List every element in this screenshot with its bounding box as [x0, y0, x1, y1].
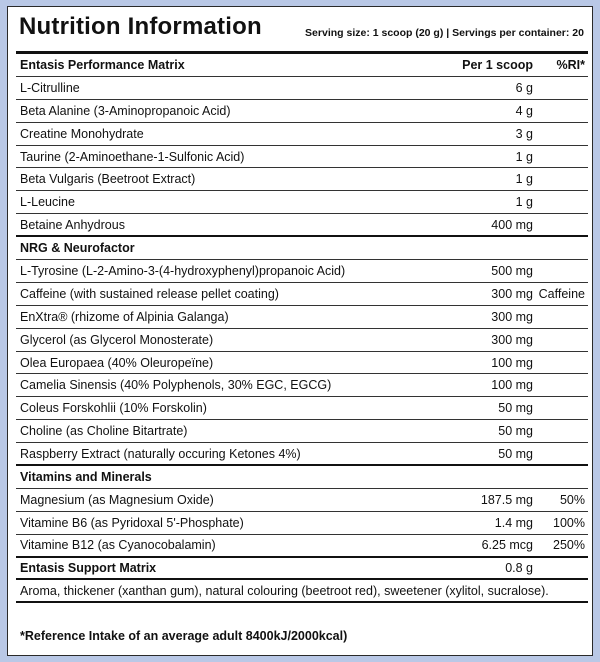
ingredient-amount: 1 g — [515, 149, 533, 164]
table-row — [16, 512, 588, 535]
ingredient-ri: 250% — [553, 538, 585, 553]
table-row — [16, 191, 588, 214]
section-title: Entasis Support Matrix — [20, 561, 157, 576]
ingredient-name: Choline (as Choline Bitartrate) — [20, 424, 188, 439]
support-matrix-amount: 0.8 g — [505, 561, 533, 576]
ingredient-name: Vitamine B6 (as Pyridoxal 5'-Phosphate) — [20, 515, 244, 530]
ingredient-amount: 1 g — [515, 195, 533, 210]
section-title: Vitamins and Minerals — [20, 469, 152, 484]
ingredient-amount: 1.4 mg — [494, 515, 533, 530]
table-row — [16, 77, 588, 100]
nutrition-table — [16, 51, 588, 603]
column-header-per-scoop: Per 1 scoop — [462, 57, 533, 72]
ingredient-amount: 300 mg — [491, 286, 533, 301]
table-row — [16, 443, 588, 466]
ingredient-amount: 50 mg — [498, 446, 533, 461]
ingredient-name: EnXtra® (rhizome of Alpinia Galanga) — [20, 309, 229, 324]
ingredient-name: Coleus Forskohlii (10% Forskolin) — [20, 401, 207, 416]
ingredient-name: L-Tyrosine (L-2-Amino-3-(4-hydroxyphenyl)propanoic Acid) — [20, 263, 346, 278]
ingredient-name: Camelia Sinensis (40% Polyphenols, 30% EGC, EGCG) — [20, 378, 332, 393]
ingredient-name: Magnesium (as Magnesium Oxide) — [20, 492, 214, 507]
ingredient-amount: 50 mg — [498, 424, 533, 439]
section-header-performance — [16, 54, 588, 77]
ingredient-amount: 300 mg — [491, 332, 533, 347]
table-row — [16, 489, 588, 512]
ingredient-name: Raspberry Extract (naturally occuring Ketones 4%) — [20, 446, 301, 461]
section-header-vitamins — [16, 466, 588, 489]
ingredient-amount: 100 mg — [491, 355, 533, 370]
table-row — [16, 329, 588, 352]
table-row — [16, 123, 588, 146]
section-title: NRG & Neurofactor — [20, 241, 135, 256]
reference-intake-footnote: *Reference Intake of an average adult 8400kJ/2000kcal) — [20, 629, 348, 643]
ingredient-amount: 6.25 mcg — [481, 538, 533, 553]
nutrition-panel — [7, 6, 593, 656]
table-row — [16, 146, 588, 169]
table-row — [16, 397, 588, 420]
table-row — [16, 306, 588, 329]
ingredient-ri: 50% — [559, 492, 585, 507]
ingredient-name: Caffeine (with sustained release pellet coating) — [20, 286, 279, 301]
ingredient-name: Beta Vulgaris (Beetroot Extract) — [20, 172, 196, 187]
other-ingredients: Aroma, thickener (xanthan gum), natural colouring (beetroot red), sweetener (xylitol, sucralose). — [20, 583, 549, 598]
table-row — [16, 260, 588, 283]
column-header-ri: %RI* — [556, 57, 585, 72]
ingredient-amount: 4 g — [515, 103, 533, 118]
ingredient-name: Betaine Anhydrous — [20, 217, 125, 232]
ingredient-amount: 400 mg — [491, 217, 533, 232]
ingredient-amount: 100 mg — [491, 378, 533, 393]
header — [8, 7, 592, 51]
ingredient-amount: 300 mg — [491, 309, 533, 324]
section-title: Entasis Performance Matrix — [20, 57, 185, 72]
ingredient-name: Glycerol (as Glycerol Monosterate) — [20, 332, 214, 347]
table-row — [16, 214, 588, 237]
other-ingredients-row — [16, 580, 588, 603]
table-row — [16, 352, 588, 375]
table-row — [16, 168, 588, 191]
ingredient-ri: 100% — [553, 515, 585, 530]
ingredient-name: Creatine Monohydrate — [20, 126, 144, 141]
ingredient-name: Taurine (2-Aminoethane-1-Sulfonic Acid) — [20, 149, 245, 164]
table-row — [16, 374, 588, 397]
ingredient-amount: 6 g — [515, 80, 533, 95]
table-row — [16, 535, 588, 558]
ingredient-name: Olea Europaea (40% Oleuropeïne) — [20, 355, 214, 370]
ingredient-amount: 50 mg — [498, 401, 533, 416]
serving-info: Serving size: 1 scoop (20 g) | Servings per container: 20 — [305, 27, 584, 39]
ingredient-ri: Caffeine — [538, 286, 585, 301]
ingredient-amount: 500 mg — [491, 263, 533, 278]
table-row — [16, 100, 588, 123]
ingredient-amount: 1 g — [515, 172, 533, 187]
section-header-nrg — [16, 237, 588, 260]
ingredient-amount: 3 g — [515, 126, 533, 141]
table-row — [16, 420, 588, 443]
ingredient-amount: 187.5 mg — [480, 492, 533, 507]
section-header-support — [16, 558, 588, 581]
ingredient-name: Vitamine B12 (as Cyanocobalamin) — [20, 538, 216, 553]
ingredient-name: L-Leucine — [20, 195, 75, 210]
ingredient-name: L-Citrulline — [20, 80, 80, 95]
table-row — [16, 283, 588, 306]
page-title: Nutrition Information — [19, 13, 262, 40]
ingredient-name: Beta Alanine (3-Aminopropanoic Acid) — [20, 103, 231, 118]
